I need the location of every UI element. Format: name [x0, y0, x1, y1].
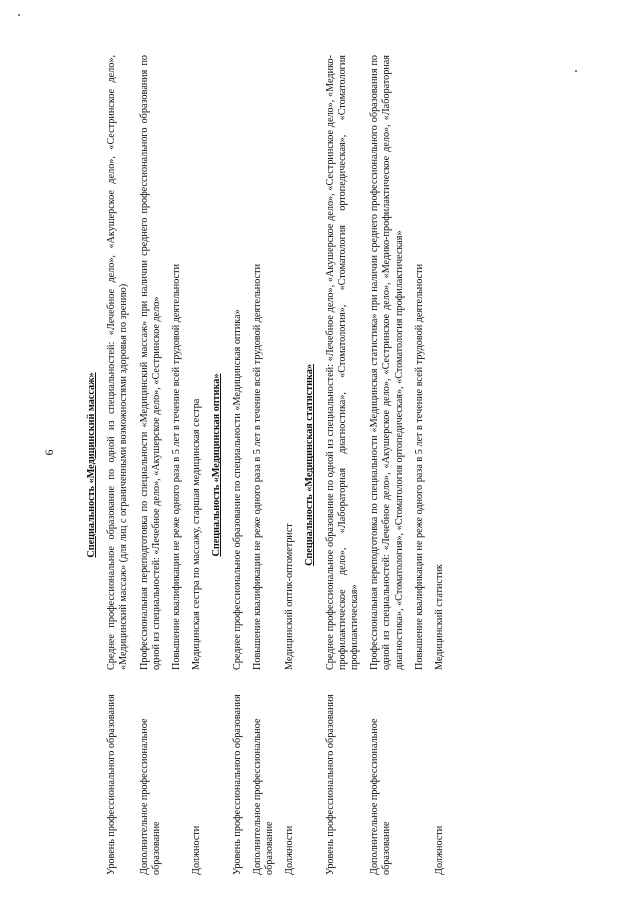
row-text: Среднее профессиональное образование по одной из специальностей: «Лечебное дело», «Акушерское дело», «Сестринское дело», «Медицинский массаж» (для лиц с ограниченными возможностями здоровья по зрению) [106, 55, 130, 670]
page-number: 6 [42, 449, 56, 456]
section-title: Специальность «Медицинская статистика» [304, 364, 316, 566]
table-row [325, 55, 362, 875]
row-label: Дополнительное профессиональное образование [138, 718, 162, 875]
table-row [171, 55, 183, 875]
table-row [284, 55, 296, 875]
row-text: Профессиональная переподготовка по специальности «Медицинский массаж» при наличии среднего профессионального образования по одной из специальностей: «Лечебное дело», «Акушерское дело», «Сестринское дело» [138, 55, 162, 670]
section-statistics [304, 55, 446, 875]
table-row [106, 55, 130, 875]
table-row [434, 55, 446, 875]
table-row [139, 55, 163, 875]
row-label: Должности [284, 825, 296, 875]
row-text: Медицинский статистик [434, 564, 446, 670]
row-text: Среднее профессиональное образование по одной из специальностей: «Лечебное дело», «Акушерское дело», «Сестринское дело», «Медико-профилактическое дело», «Лабораторная диагностика», «Стоматология», «Стоматология ортопедическая», «Стоматология профилактическая» [324, 55, 361, 670]
section-massage [86, 55, 203, 875]
row-text: Медицинская сестра по массажу, старшая медицинская сестра [191, 398, 203, 670]
row-label: Уровень профессионального образования [106, 694, 118, 875]
row-label [414, 670, 426, 875]
row-text: Повышение квалификации не реже одного раза в 5 лет в течение всей трудовой деятельности [251, 263, 263, 670]
section-optics [211, 55, 296, 875]
row-text: Среднее профессиональное образование по специальности «Медицинская оптика» [231, 309, 243, 670]
row-label: Дополнительное профессиональное образование [369, 718, 393, 875]
table-row [414, 55, 426, 875]
row-label [171, 670, 183, 875]
document-body [86, 55, 454, 875]
row-text: Повышение квалификации не реже одного раза в 5 лет в течение всей трудовой деятельности [171, 263, 183, 670]
row-text: Профессиональная переподготовка по специальности «Медицинская статистика» при наличии среднего профессионального образования по одной из специальностей: «Лечебное дело», «Акушерское дело», «Сестринское дело», «Медико-профилактическое дело», «Лабораторная диагностика», «Стоматология», «Стоматология ортопедическая», «Стоматология профилактическая» [369, 55, 405, 670]
table-row [369, 55, 406, 875]
row-text: Медицинский оптик-оптометрист [284, 523, 296, 670]
row-label: Дополнительное профессиональное образование [251, 718, 276, 875]
table-row [252, 55, 276, 875]
section-title: Специальность «Медицинский массаж» [86, 372, 97, 558]
table-row [191, 55, 203, 875]
row-label: Уровень профессионального образования [324, 694, 336, 875]
row-label: Уровень профессионального образования [231, 694, 243, 875]
table-row [232, 55, 244, 875]
row-label: Должности [191, 825, 203, 875]
row-text: Повышение квалификации не реже одного раза в 5 лет в течение всей трудовой деятельности [413, 263, 425, 670]
section-title: Специальность «Медицинская оптика» [211, 373, 223, 557]
row-label: Должности [434, 825, 446, 875]
